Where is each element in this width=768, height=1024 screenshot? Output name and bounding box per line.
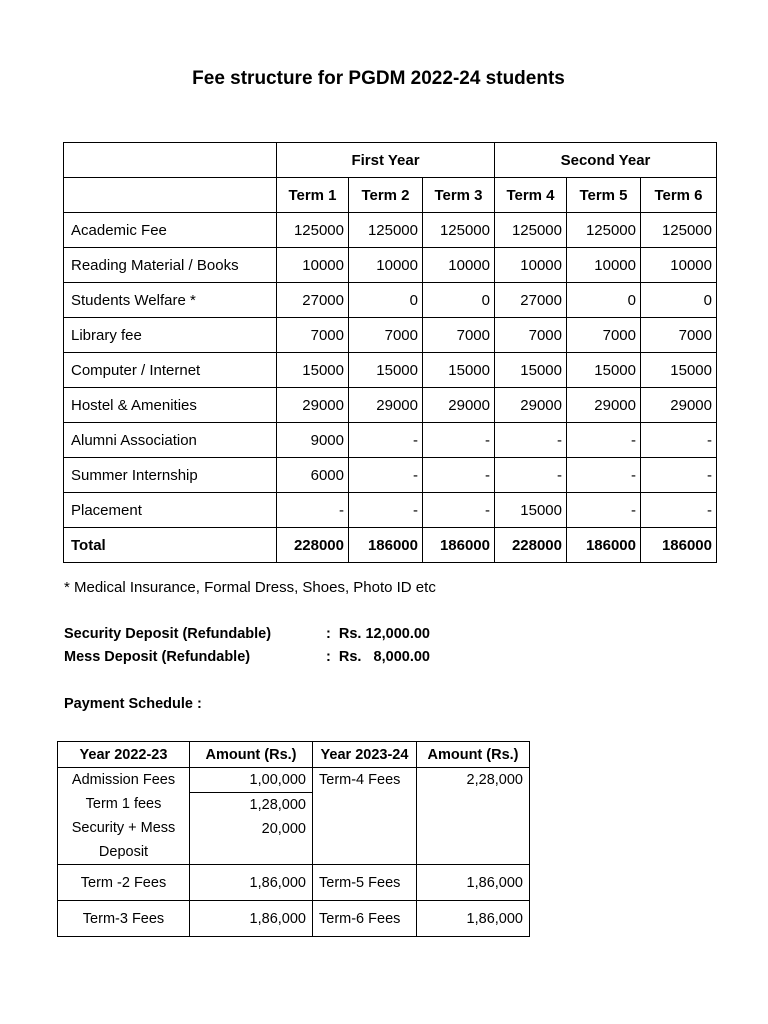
term-header-row bbox=[64, 178, 717, 213]
fee-cell: - bbox=[567, 493, 641, 528]
table-row bbox=[64, 388, 717, 423]
fee-cell: 15000 bbox=[423, 353, 495, 388]
security-deposit-row bbox=[64, 626, 430, 649]
row-label: Reading Material / Books bbox=[64, 248, 277, 283]
fee-cell: 10000 bbox=[641, 248, 717, 283]
year1-amount-cell: 1,86,000 bbox=[190, 865, 313, 901]
year1-amounts-cell bbox=[190, 768, 313, 865]
fee-cell: 7000 bbox=[277, 318, 349, 353]
year-header-row bbox=[64, 143, 717, 178]
total-row bbox=[64, 528, 717, 563]
footnote: * Medical Insurance, Formal Dress, Shoes, Photo ID etc bbox=[64, 579, 436, 596]
list-item: Admission Fees bbox=[71, 772, 176, 788]
fee-cell: 0 bbox=[423, 283, 495, 318]
mess-deposit-label: Mess Deposit (Refundable) bbox=[64, 649, 251, 665]
fee-cell: 9000 bbox=[277, 423, 349, 458]
fee-cell: 125000 bbox=[349, 213, 423, 248]
fee-cell: 125000 bbox=[277, 213, 349, 248]
total-cell: 186000 bbox=[567, 528, 641, 563]
fee-cell: - bbox=[567, 458, 641, 493]
fee-cell: 7000 bbox=[495, 318, 567, 353]
row-label: Library fee bbox=[64, 318, 277, 353]
table-row bbox=[64, 213, 717, 248]
fee-cell: - bbox=[641, 458, 717, 493]
fee-cell: 29000 bbox=[349, 388, 423, 423]
total-cell: 186000 bbox=[423, 528, 495, 563]
fee-cell: 15000 bbox=[349, 353, 423, 388]
fee-cell: 27000 bbox=[495, 283, 567, 318]
row-label: Academic Fee bbox=[64, 213, 277, 248]
fee-cell: 10000 bbox=[277, 248, 349, 283]
fee-cell: 10000 bbox=[349, 248, 423, 283]
fee-cell: 29000 bbox=[495, 388, 567, 423]
fee-cell: 27000 bbox=[277, 283, 349, 318]
year2-amount-cell: 1,86,000 bbox=[417, 901, 530, 937]
fee-cell: - bbox=[349, 423, 423, 458]
column-header: Year 2023-24 bbox=[313, 742, 417, 768]
fee-cell: 125000 bbox=[423, 213, 495, 248]
empty-header-cell bbox=[64, 178, 277, 213]
fee-cell: 29000 bbox=[423, 388, 495, 423]
table-row bbox=[58, 901, 530, 937]
year2-item-cell: Term-4 Fees bbox=[313, 768, 417, 865]
year1-items-cell bbox=[58, 768, 190, 865]
fee-cell: 10000 bbox=[495, 248, 567, 283]
row-label: Computer / Internet bbox=[64, 353, 277, 388]
mess-deposit-value: : Rs. 8,000.00 bbox=[326, 649, 430, 665]
first-year-header: First Year bbox=[277, 143, 495, 178]
total-cell: 228000 bbox=[277, 528, 349, 563]
fee-cell: 125000 bbox=[641, 213, 717, 248]
table-row bbox=[58, 865, 530, 901]
fee-cell: 0 bbox=[641, 283, 717, 318]
row-label: Hostel & Amenities bbox=[64, 388, 277, 423]
fee-cell: 7000 bbox=[349, 318, 423, 353]
fee-cell: - bbox=[567, 423, 641, 458]
fee-cell: 7000 bbox=[423, 318, 495, 353]
list-item: Deposit bbox=[98, 844, 149, 860]
fee-cell: 125000 bbox=[495, 213, 567, 248]
fee-cell: - bbox=[641, 423, 717, 458]
fee-cell: 10000 bbox=[567, 248, 641, 283]
table-row bbox=[64, 248, 717, 283]
table-row bbox=[64, 318, 717, 353]
term-header: Term 2 bbox=[349, 178, 423, 213]
term-header: Term 5 bbox=[567, 178, 641, 213]
column-header: Year 2022-23 bbox=[58, 742, 190, 768]
fee-cell: 15000 bbox=[277, 353, 349, 388]
fee-cell: - bbox=[423, 493, 495, 528]
security-deposit-value: : Rs. 12,000.00 bbox=[326, 626, 430, 642]
row-label: Students Welfare * bbox=[64, 283, 277, 318]
table-row bbox=[64, 283, 717, 318]
fee-cell: - bbox=[277, 493, 349, 528]
list-item: Term 1 fees bbox=[85, 796, 162, 812]
payment-header-row bbox=[58, 742, 530, 768]
total-cell: 186000 bbox=[641, 528, 717, 563]
fee-cell: 10000 bbox=[423, 248, 495, 283]
row-label: Summer Internship bbox=[64, 458, 277, 493]
fee-cell: - bbox=[495, 423, 567, 458]
payment-schedule-title: Payment Schedule : bbox=[64, 696, 202, 712]
table-row bbox=[64, 458, 717, 493]
amount-value: 20,000 bbox=[261, 821, 306, 837]
fee-cell: 29000 bbox=[641, 388, 717, 423]
row-label: Alumni Association bbox=[64, 423, 277, 458]
table-row bbox=[64, 423, 717, 458]
fee-cell: 7000 bbox=[567, 318, 641, 353]
security-deposit-label: Security Deposit (Refundable) bbox=[64, 626, 272, 642]
term-header: Term 1 bbox=[277, 178, 349, 213]
second-year-header: Second Year bbox=[495, 143, 717, 178]
total-label: Total bbox=[64, 528, 277, 563]
total-cell: 228000 bbox=[495, 528, 567, 563]
year2-amount-cell: 1,86,000 bbox=[417, 865, 530, 901]
fee-cell: - bbox=[641, 493, 717, 528]
fee-cell: 29000 bbox=[567, 388, 641, 423]
term-header: Term 4 bbox=[495, 178, 567, 213]
fee-cell: - bbox=[349, 458, 423, 493]
year2-item-cell: Term-5 Fees bbox=[313, 865, 417, 901]
fee-cell: 0 bbox=[567, 283, 641, 318]
empty-header-cell bbox=[64, 143, 277, 178]
fee-structure-table bbox=[63, 142, 717, 563]
fee-cell: 7000 bbox=[641, 318, 717, 353]
deposits-section bbox=[64, 626, 430, 672]
year2-amount-cell: 2,28,000 bbox=[417, 768, 530, 865]
year1-item-cell: Term -2 Fees bbox=[58, 865, 190, 901]
payment-schedule-table bbox=[57, 741, 530, 937]
year1-item-cell: Term-3 Fees bbox=[58, 901, 190, 937]
amount-value: 1,28,000 bbox=[249, 797, 306, 813]
term-header: Term 3 bbox=[423, 178, 495, 213]
fee-cell: 15000 bbox=[495, 353, 567, 388]
table-row bbox=[64, 353, 717, 388]
fee-cell: - bbox=[349, 493, 423, 528]
fee-cell: 15000 bbox=[567, 353, 641, 388]
fee-cell: 6000 bbox=[277, 458, 349, 493]
column-header: Amount (Rs.) bbox=[417, 742, 530, 768]
column-header: Amount (Rs.) bbox=[190, 742, 313, 768]
fee-cell: 15000 bbox=[641, 353, 717, 388]
table-row bbox=[64, 493, 717, 528]
fee-cell: 125000 bbox=[567, 213, 641, 248]
fee-cell: - bbox=[423, 423, 495, 458]
fee-cell: 0 bbox=[349, 283, 423, 318]
page-title: Fee structure for PGDM 2022-24 students bbox=[192, 68, 565, 89]
table-row bbox=[58, 768, 530, 865]
total-cell: 186000 bbox=[349, 528, 423, 563]
year2-item-cell: Term-6 Fees bbox=[313, 901, 417, 937]
year1-amount-cell: 1,86,000 bbox=[190, 901, 313, 937]
fee-cell: - bbox=[423, 458, 495, 493]
fee-cell: - bbox=[495, 458, 567, 493]
term-header: Term 6 bbox=[641, 178, 717, 213]
mess-deposit-row bbox=[64, 649, 430, 672]
amount-value: 1,00,000 bbox=[190, 768, 312, 793]
fee-cell: 29000 bbox=[277, 388, 349, 423]
fee-cell: 15000 bbox=[495, 493, 567, 528]
list-item: Security + Mess bbox=[71, 820, 176, 836]
row-label: Placement bbox=[64, 493, 277, 528]
